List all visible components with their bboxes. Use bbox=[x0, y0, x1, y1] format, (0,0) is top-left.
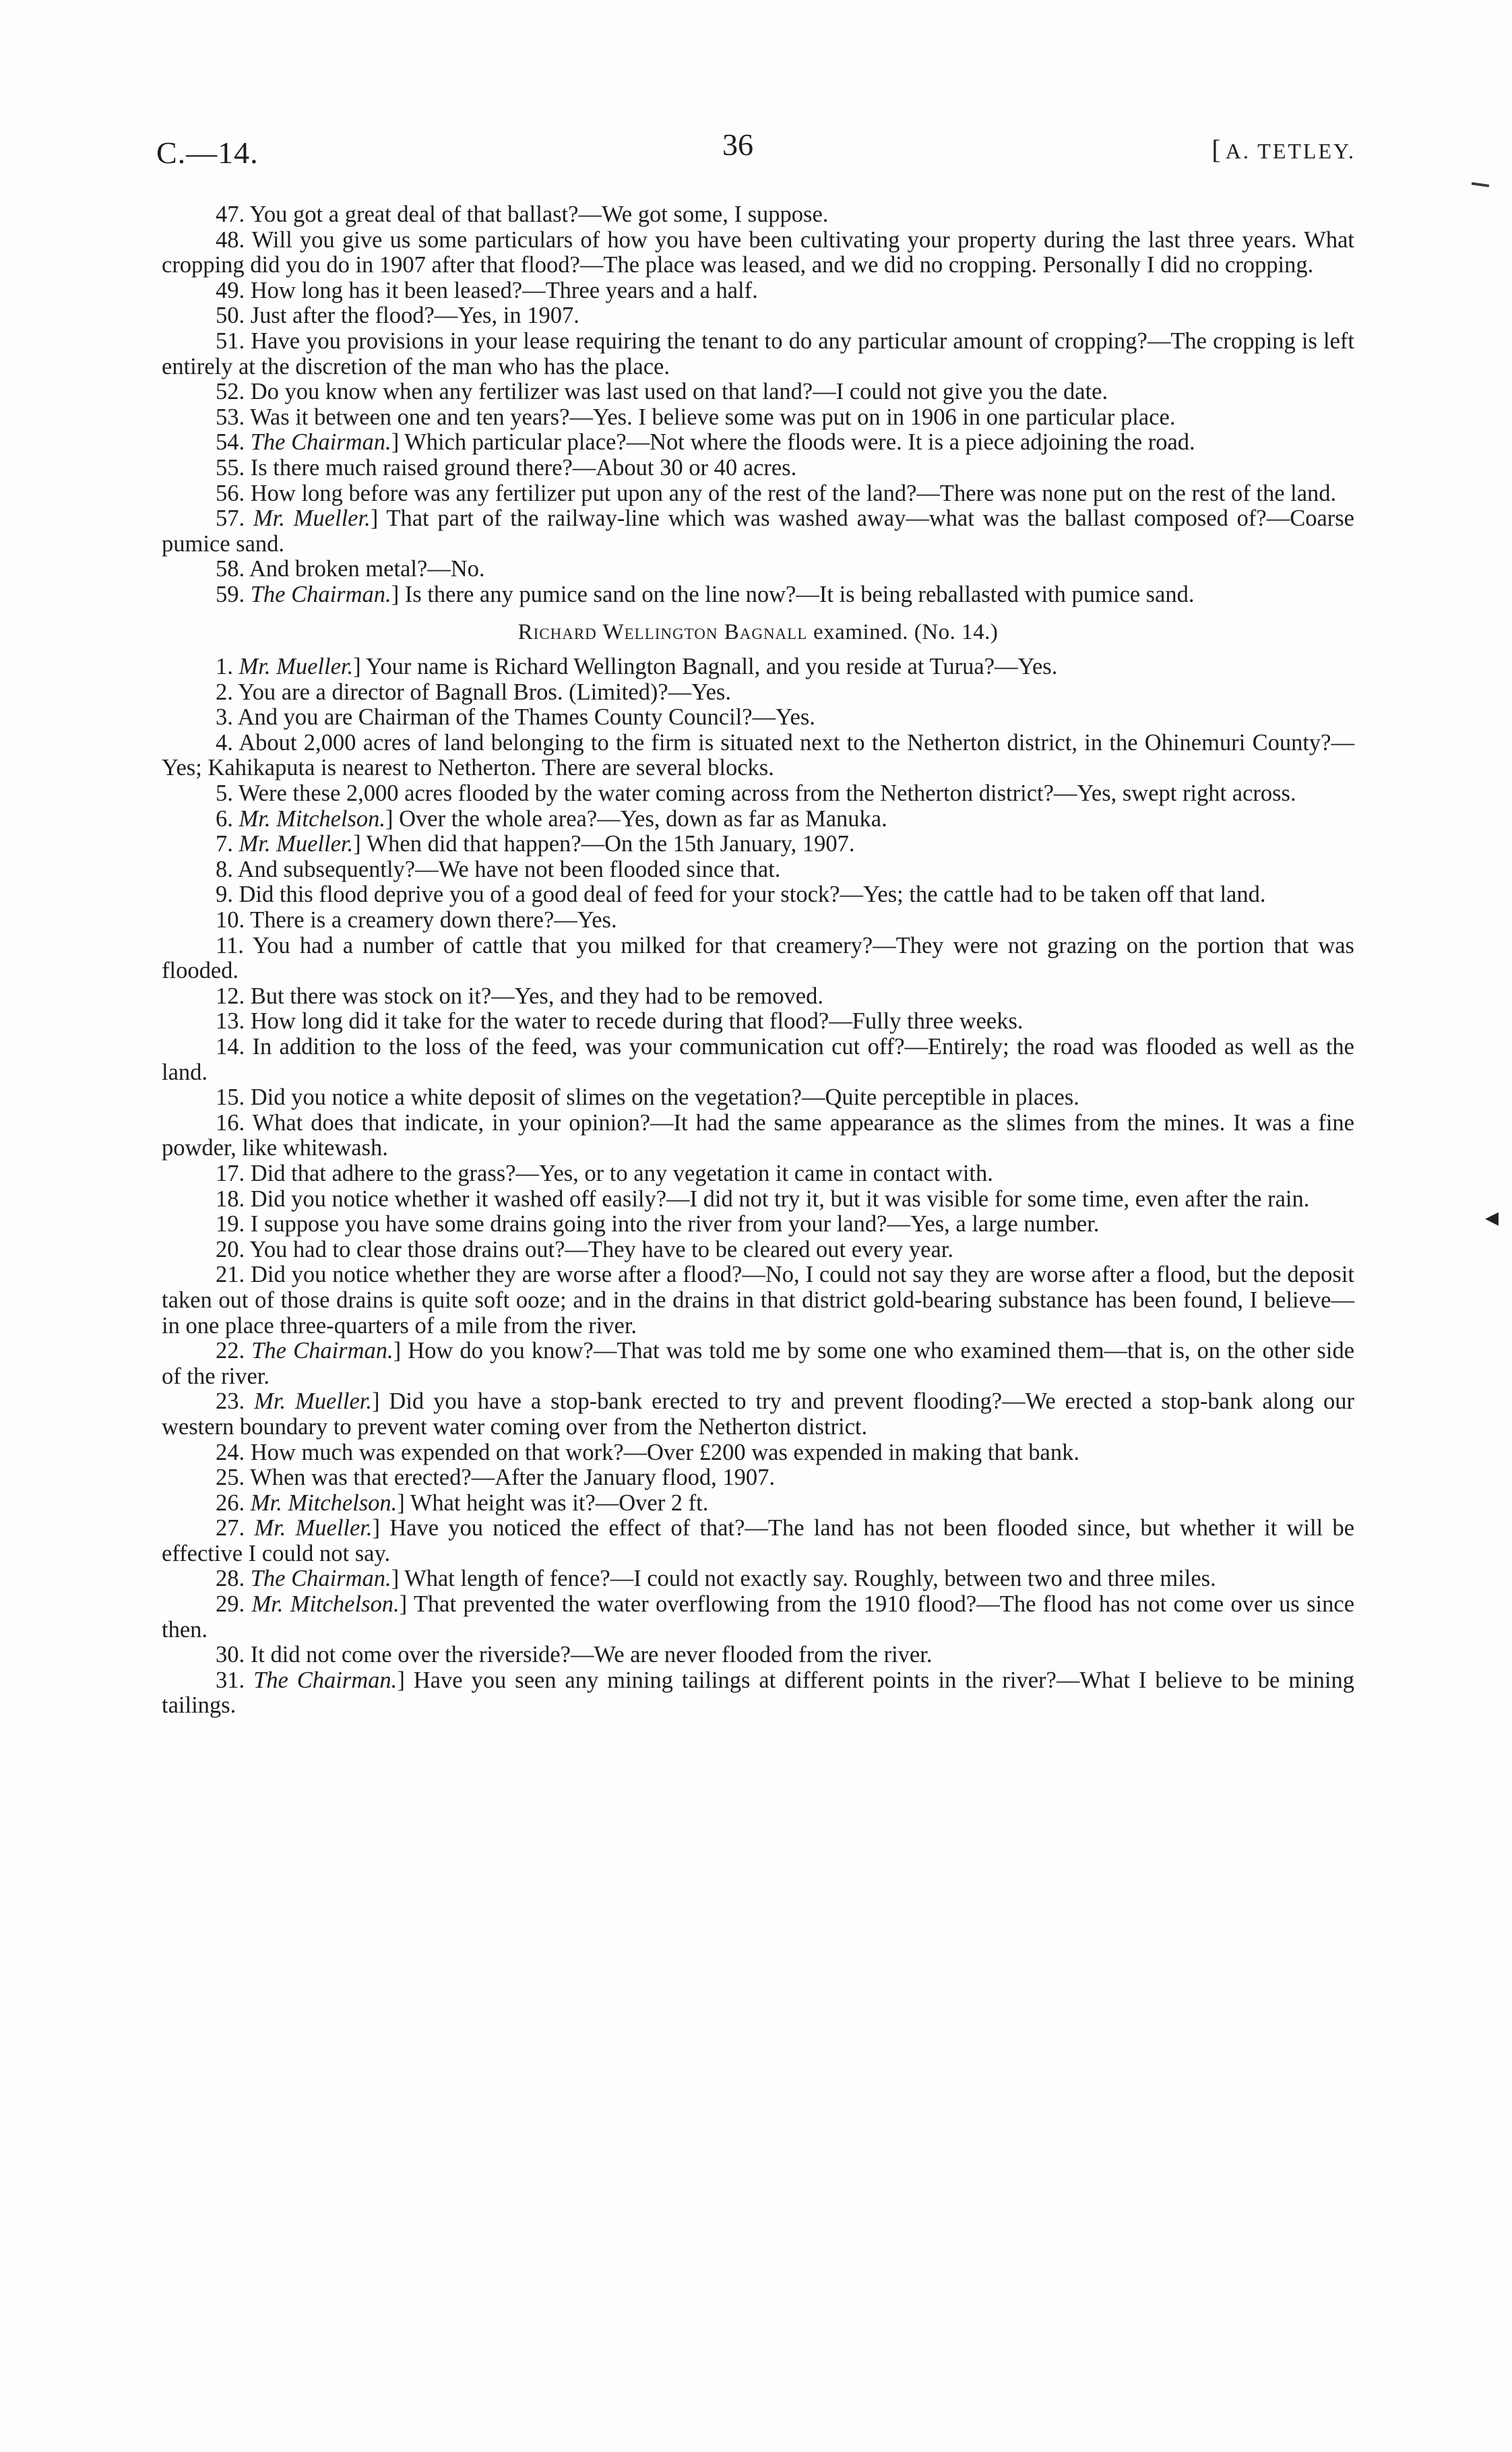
question-answer: 3. And you are Chairman of the Thames County Council?—Yes. bbox=[216, 704, 815, 731]
witness-heading bbox=[162, 620, 1354, 646]
question-answer: 12. But there was stock on it?—Yes, and they had to be removed. bbox=[216, 983, 823, 1009]
question-answer: 10. There is a creamery down there?—Yes. bbox=[216, 907, 617, 933]
question-answer: 47. You got a great deal of that ballast?—We got some, I suppose. bbox=[216, 202, 829, 227]
question-answer: 13. How long did it take for the water to recede during that flood?—Fully three weeks. bbox=[216, 1008, 1023, 1035]
question-answer: 18. Did you notice whether it washed off easily?—I did not try it, but it was visible for some time, even after the rain. bbox=[216, 1186, 1310, 1212]
question-answer: 50. Just after the flood?—Yes, in 1907. bbox=[216, 303, 579, 329]
margin-mark bbox=[1472, 182, 1489, 187]
speaker-name: Mr. Mueller. bbox=[239, 654, 354, 680]
question-answer bbox=[162, 1389, 1354, 1440]
question-answer: 11. You had a number of cattle that you milked for that creamery?—They were not grazing on the portion that was flooded. bbox=[162, 932, 1354, 984]
question-answer: 30. It did not come over the riverside?—We are never flooded from the river. bbox=[216, 1642, 933, 1668]
question-text: ] Have you seen any mining tailings at different points in the river?—What I believe to be mining tailings. bbox=[162, 1667, 1354, 1719]
question-answer: 14. In addition to the loss of the feed, was your communication cut off?—Entirely; the road was flooded as well as the land. bbox=[162, 1034, 1354, 1085]
question-answer: 17. Did that adhere to the grass?—Yes, or to any vegetation it came in contact with. bbox=[216, 1160, 993, 1186]
question-answer: 2. You are a director of Bagnall Bros. (Limited)?—Yes. bbox=[216, 679, 731, 705]
question-number: 54. bbox=[216, 429, 245, 456]
question-answer: 21. Did you notice whether they are worse after a flood?—No, I could not say they are worse after a flood, but the deposit taken out of those drains is quite soft ooze; and in the drains in that district gold-bearing substance has been found, I believe—in one place three-quarters of a mile from the river. bbox=[162, 1262, 1354, 1339]
speaker-name: Mr. Mueller. bbox=[254, 1515, 373, 1541]
speaker-name: The Chairman. bbox=[250, 429, 391, 456]
question-number: 57. bbox=[216, 505, 245, 532]
question-number: 22. bbox=[216, 1338, 245, 1364]
question-text: ] Which particular place?—Not where the floods were. It is a piece adjoining the road. bbox=[391, 429, 1195, 456]
question-answer: 24. How much was expended on that work?—Over £200 was expended in making that bank. bbox=[216, 1439, 1079, 1465]
question-answer: 56. How long before was any fertilizer put upon any of the rest of the land?—There was none put on the rest of the land. bbox=[216, 480, 1337, 506]
question-answer bbox=[162, 1516, 1354, 1566]
question-answer bbox=[162, 654, 1354, 680]
question-answer bbox=[162, 506, 1354, 557]
document-reference: C.—14. bbox=[156, 135, 259, 170]
question-text: ] That prevented the water overflowing from the 1910 flood?—The flood has not come over us since then. bbox=[162, 1591, 1355, 1643]
question-text: ] Is there any pumice sand on the line now?—It is being reballasted with pumice sand. bbox=[391, 581, 1195, 607]
question-text: ] Did you have a stop-bank erected to try and prevent flooding?—We erected a stop-bank along our western boundary to prevent water coming over from the Netherton district. bbox=[162, 1388, 1354, 1440]
question-number: 7. bbox=[216, 831, 233, 857]
margin-arrow-mark: ◂ bbox=[1485, 1202, 1499, 1232]
question-text: ] When did that happen?—On the 15th January, 1907. bbox=[353, 831, 855, 857]
question-answer bbox=[162, 1339, 1354, 1389]
question-answer: 19. I suppose you have some drains going into the river from your land?—Yes, a large number. bbox=[216, 1211, 1100, 1237]
question-answer bbox=[162, 1566, 1354, 1592]
question-answer: 51. Have you provisions in your lease requiring the tenant to do any particular amount of cropping?—The cropping is left entirely at the discretion of the man who has the place. bbox=[162, 328, 1354, 379]
question-answer: 5. Were these 2,000 acres flooded by the water coming across from the Netherton district?—Yes, swept right across. bbox=[216, 780, 1296, 807]
question-number: 31. bbox=[216, 1667, 245, 1693]
question-answer: 9. Did this flood deprive you of a good deal of feed for your stock?—Yes; the cattle had to be taken off that land. bbox=[216, 882, 1266, 908]
question-text: ] What height was it?—Over 2 ft. bbox=[397, 1490, 709, 1516]
transcript-body bbox=[162, 202, 1354, 1719]
page-number: 36 bbox=[722, 127, 753, 162]
question-answer bbox=[162, 430, 1354, 456]
question-answer bbox=[162, 582, 1354, 608]
speaker-name: The Chairman. bbox=[250, 1566, 391, 1592]
question-answer: 20. You had to clear those drains out?—They have to be cleared out every year. bbox=[216, 1236, 954, 1262]
speaker-name: The Chairman. bbox=[253, 1667, 398, 1693]
witness-heading-suffix: examined. (No. 14.) bbox=[813, 619, 999, 644]
question-answer: 48. Will you give us some particulars of how you have been cultivating your property during the last three years. What cropping did you do in 1907 after that flood?—The place was leased, and we did no cropping. Personally I did no cropping. bbox=[162, 226, 1354, 278]
testimony-section-tetley bbox=[162, 202, 1354, 608]
question-number: 59. bbox=[216, 581, 245, 607]
question-text: ] Over the whole area?—Yes, down as far as Manuka. bbox=[385, 805, 887, 832]
witness-name-header: [ A. TETLEY. bbox=[1211, 134, 1356, 164]
question-answer: 55. Is there much raised ground there?—About 30 or 40 acres. bbox=[216, 454, 797, 481]
question-answer: 8. And subsequently?—We have not been flooded since that. bbox=[216, 856, 781, 882]
question-answer bbox=[162, 1592, 1354, 1643]
page-header bbox=[156, 127, 1356, 174]
question-number: 26. bbox=[216, 1490, 245, 1516]
question-text: ] That part of the railway-line which was washed away—what was the ballast composed of?—Coarse pumice sand. bbox=[162, 505, 1354, 557]
speaker-name: Mr. Mueller. bbox=[254, 1388, 372, 1415]
question-number: 29. bbox=[216, 1591, 245, 1618]
question-number: 1. bbox=[216, 654, 233, 680]
witness-name-text: A. TETLEY. bbox=[1225, 139, 1356, 163]
question-answer: 15. Did you notice a white deposit of slimes on the vegetation?—Quite perceptible in places. bbox=[216, 1084, 1079, 1111]
speaker-name: Mr. Mitchelson. bbox=[251, 1591, 400, 1618]
speaker-name: Mr. Mueller. bbox=[253, 505, 371, 532]
question-answer bbox=[162, 832, 1354, 857]
question-answer bbox=[162, 1668, 1354, 1719]
question-answer: 58. And broken metal?—No. bbox=[216, 556, 485, 582]
question-answer: 52. Do you know when any fertilizer was last used on that land?—I could not give you the date. bbox=[216, 379, 1108, 405]
question-answer: 53. Was it between one and ten years?—Yes. I believe some was put on in 1906 in one particular place. bbox=[216, 404, 1176, 430]
question-answer: 16. What does that indicate, in your opinion?—It had the same appearance as the slimes from the mines. It was a fine powder, like whitewash. bbox=[162, 1109, 1354, 1161]
question-number: 6. bbox=[216, 805, 233, 832]
question-answer: 25. When was that erected?—After the January flood, 1907. bbox=[216, 1465, 775, 1491]
testimony-section-bagnall bbox=[162, 654, 1354, 1719]
question-number: 28. bbox=[216, 1566, 245, 1592]
question-text: ] Have you noticed the effect of that?—The land has not been flooded since, but whether it will be effective I could not say. bbox=[162, 1515, 1355, 1566]
speaker-name: Mr. Mueller. bbox=[239, 831, 354, 857]
question-text: ] Your name is Richard Wellington Bagnall, and you reside at Turua?—Yes. bbox=[353, 654, 1058, 680]
speaker-name: Mr. Mitchelson. bbox=[239, 805, 386, 832]
question-text: ] How do you know?—That was told me by some one who examined them—that is, on the other side of the river. bbox=[162, 1338, 1355, 1389]
question-answer bbox=[162, 807, 1354, 832]
question-number: 23. bbox=[216, 1388, 245, 1415]
speaker-name: The Chairman. bbox=[251, 1338, 393, 1364]
question-number: 27. bbox=[216, 1515, 245, 1541]
speaker-name: Mr. Mitchelson. bbox=[250, 1490, 398, 1516]
question-answer: 4. About 2,000 acres of land belonging to the firm is situated next to the Netherton district, in the Ohinemuri County?—Yes; Kahikaputa is nearest to Netherton. There are several blocks. bbox=[162, 729, 1354, 781]
question-answer bbox=[162, 1491, 1354, 1516]
witness-heading-name: Richard Wellington Bagnall bbox=[517, 619, 808, 644]
speaker-name: The Chairman. bbox=[250, 581, 391, 607]
question-text: ] What length of fence?—I could not exactly say. Roughly, between two and three miles. bbox=[391, 1566, 1216, 1592]
question-answer: 49. How long has it been leased?—Three years and a half. bbox=[216, 277, 758, 303]
